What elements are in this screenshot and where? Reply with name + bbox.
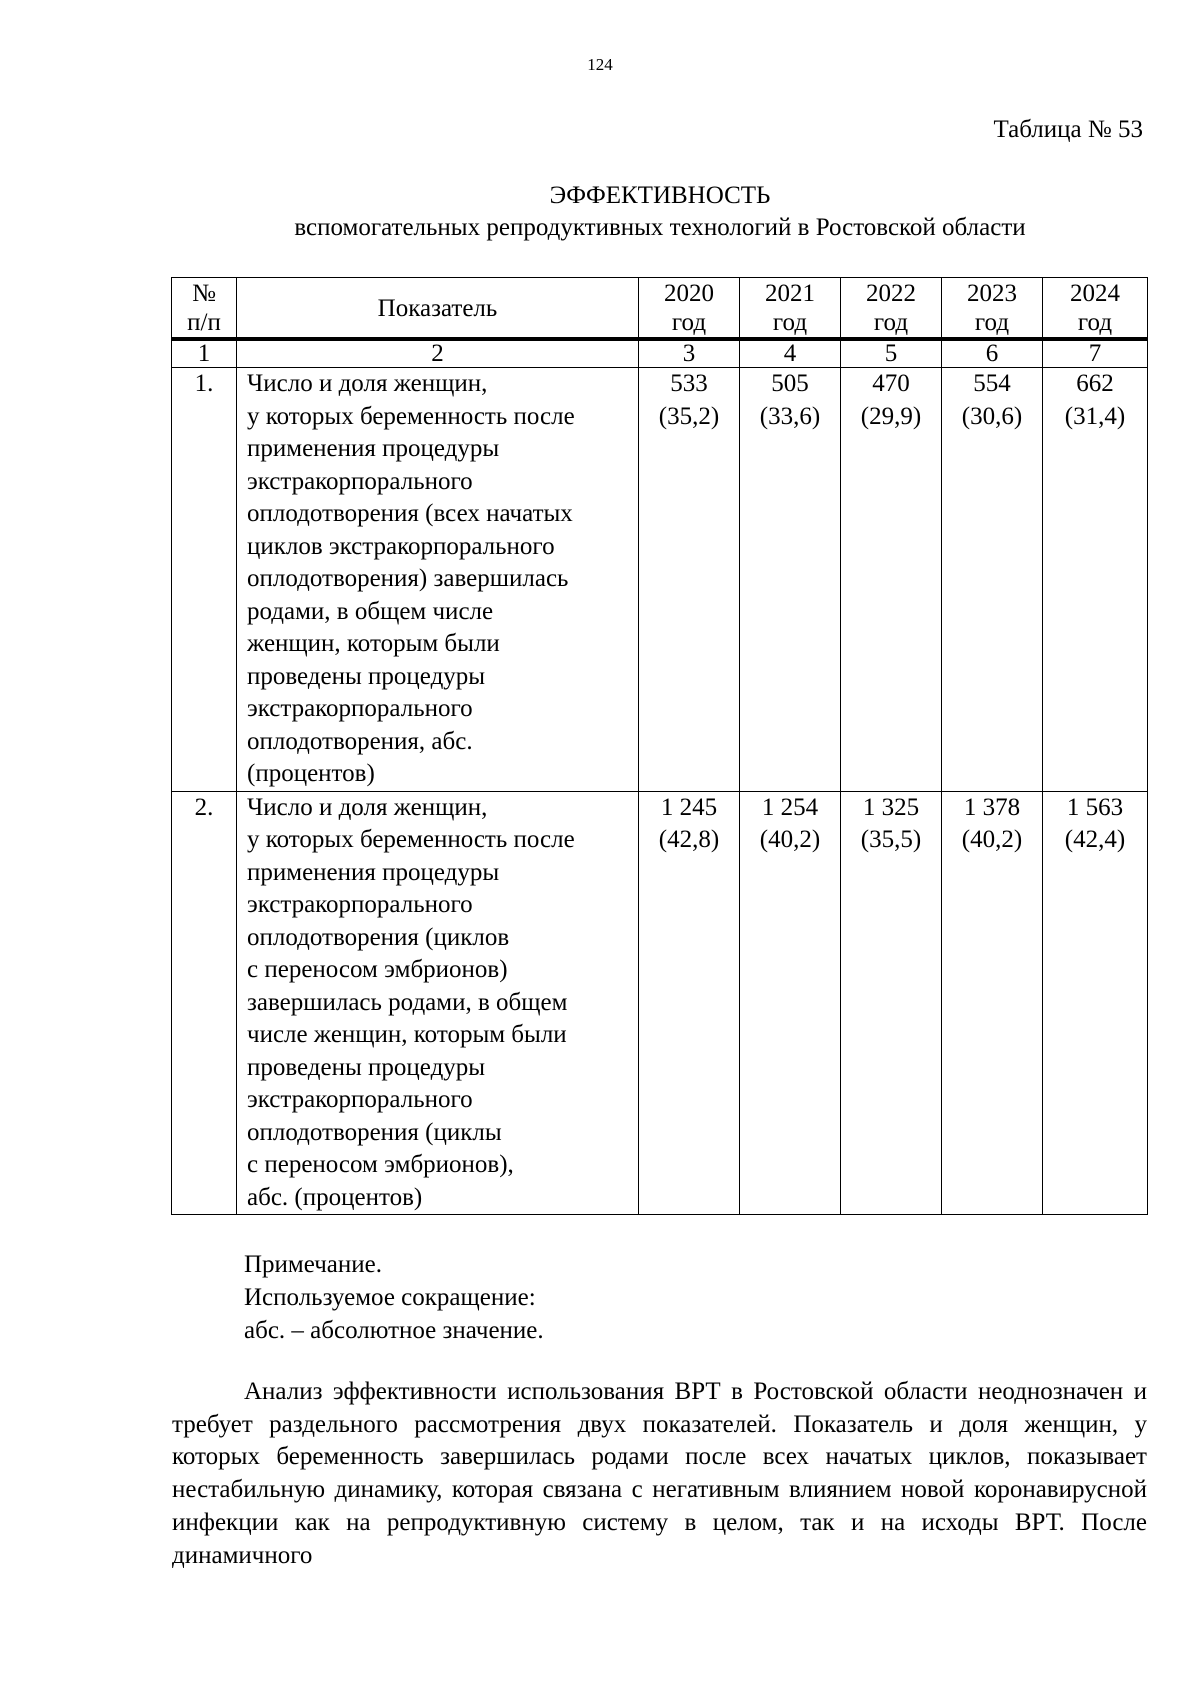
value-cell [841, 368, 942, 792]
body-paragraph [172, 1376, 1147, 1572]
indicator-line: женщин, которым были [247, 630, 500, 657]
value-percent: (35,2) [658, 402, 720, 430]
indicator-line: оплодотворения (циклы [247, 1118, 502, 1146]
header-year-unit: год [974, 309, 1010, 336]
body-line: с негативным влиянием новой коронавирусной инфекции как [172, 1476, 1148, 1536]
value-percent: (35,5) [860, 826, 922, 853]
value-percent: (33,6) [759, 402, 821, 430]
value-percent: (29,9) [860, 402, 922, 430]
indicator-line: у которых беременность после [247, 402, 575, 430]
table-label: Таблица № 53 [993, 116, 1143, 143]
column-number: 1 [172, 339, 237, 368]
table-header-row [172, 278, 1148, 340]
indicator-line: проведены процедуры [247, 662, 486, 690]
body-line: неоднозначен и требует раздельного рассмотрения двух показателей. [172, 1378, 1148, 1438]
row-indicator [237, 368, 639, 792]
indicator-line: оплодотворения) завершилась [247, 565, 569, 592]
indicator-line: экстракорпорального [247, 1086, 473, 1113]
indicator-line: завершилась родами, в общем [247, 988, 568, 1016]
value-cell [639, 368, 740, 792]
value-absolute: 554 [973, 370, 1011, 397]
value-percent: (31,4) [1064, 402, 1126, 430]
table-title-block [160, 180, 1160, 244]
value-percent: (42,4) [1064, 826, 1126, 853]
indicator-line: экстракорпорального [247, 891, 473, 918]
table-subtitle: вспомогательных репродуктивных технологий в Ростовской области [294, 214, 1026, 241]
header-num-line1: № [192, 280, 216, 307]
header-year-unit: год [772, 309, 808, 336]
table-row [172, 368, 1148, 792]
column-number: 6 [942, 339, 1043, 368]
header-year-unit: год [671, 309, 707, 336]
indicator-line: (процентов) [247, 760, 375, 787]
header-year [639, 278, 740, 340]
value-absolute: 533 [670, 370, 708, 397]
value-cell [740, 791, 841, 1215]
column-number-row [172, 339, 1148, 368]
value-absolute: 1 325 [862, 793, 920, 821]
table-title: ЭФФЕКТИВНОСТЬ [549, 182, 771, 209]
value-percent: (40,2) [961, 826, 1023, 853]
table-row [172, 791, 1148, 1215]
note-line: абс. – абсолютное значение. [244, 1317, 544, 1344]
header-year-value: 2024 [1070, 280, 1120, 307]
value-absolute: 1 245 [660, 793, 718, 821]
header-year-value: 2020 [664, 280, 714, 307]
indicator-line: циклов экстракорпорального [247, 532, 555, 560]
column-number: 4 [740, 339, 841, 368]
body-line: всех начатых циклов, показывает нестабильную динамику, которая связана [172, 1443, 1147, 1504]
column-number: 2 [237, 339, 639, 368]
header-indicator: Показатель [237, 278, 639, 340]
header-year [841, 278, 942, 340]
indicator-line: с переносом эмбрионов), [247, 1151, 514, 1178]
note-line: Используемое сокращение: [244, 1284, 536, 1311]
note-heading: Примечание. [244, 1251, 383, 1278]
value-percent: (30,6) [961, 402, 1023, 430]
paragraph [172, 1376, 1147, 1572]
indicator-line: оплодотворения (циклов [247, 923, 510, 951]
value-cell [841, 791, 942, 1215]
indicator-line: оплодотворения (всех начатых [247, 500, 573, 527]
value-absolute: 470 [872, 370, 910, 397]
indicator-line: Число и доля женщин, [247, 370, 488, 397]
row-number: 1. [172, 368, 237, 792]
column-number: 5 [841, 339, 942, 368]
header-year [1043, 278, 1148, 340]
indicator-line: экстракорпорального [247, 695, 473, 722]
value-percent: (42,8) [658, 826, 720, 853]
value-absolute: 1 563 [1066, 793, 1124, 821]
body-line: Анализ эффективности использования ВРТ в Ростовской области [244, 1378, 968, 1405]
indicator-line: у которых беременность после [247, 826, 575, 853]
column-number: 7 [1043, 339, 1148, 368]
value-cell [740, 368, 841, 792]
indicator-line: Число и доля женщин, [247, 793, 488, 821]
header-year [740, 278, 841, 340]
header-year-value: 2021 [765, 280, 815, 307]
indicator-line: применения процедуры [247, 435, 500, 462]
header-year-unit: год [1077, 309, 1113, 336]
body-line: на репродуктивную систему в целом, так и на исходы ВРТ. После динамичного [172, 1508, 1147, 1569]
header-year-value: 2023 [967, 280, 1017, 307]
indicator-line: абс. (процентов) [247, 1183, 423, 1211]
header-year-unit: год [873, 309, 909, 336]
indicator-line: применения процедуры [247, 858, 500, 886]
value-cell [1043, 368, 1148, 792]
efficiency-table [171, 277, 1148, 1215]
indicator-line: с переносом эмбрионов) [247, 956, 508, 983]
header-year-value: 2022 [866, 280, 916, 307]
indicator-line: экстракорпорального [247, 467, 473, 495]
value-absolute: 505 [771, 370, 809, 397]
indicator-line: оплодотворения, абс. [247, 727, 473, 755]
page-number: 124 [587, 55, 613, 74]
header-num-line2: п/п [187, 309, 221, 336]
value-cell [942, 791, 1043, 1215]
row-number: 2. [172, 791, 237, 1215]
indicator-line: родами, в общем числе [247, 597, 494, 625]
column-number: 3 [639, 339, 740, 368]
value-percent: (40,2) [759, 826, 821, 853]
table-note [244, 1248, 544, 1347]
value-cell [639, 791, 740, 1215]
body-line: Показатель и доля женщин, у которых беременность завершилась родами после [172, 1410, 1148, 1471]
header-year [942, 278, 1043, 340]
indicator-line: числе женщин, которым были [247, 1021, 567, 1048]
value-absolute: 1 378 [963, 793, 1021, 821]
row-indicator [237, 791, 639, 1215]
value-absolute: 662 [1076, 370, 1114, 397]
header-num [172, 278, 237, 340]
value-cell [1043, 791, 1148, 1215]
indicator-line: проведены процедуры [247, 1053, 486, 1081]
value-absolute: 1 254 [761, 793, 819, 821]
value-cell [942, 368, 1043, 792]
